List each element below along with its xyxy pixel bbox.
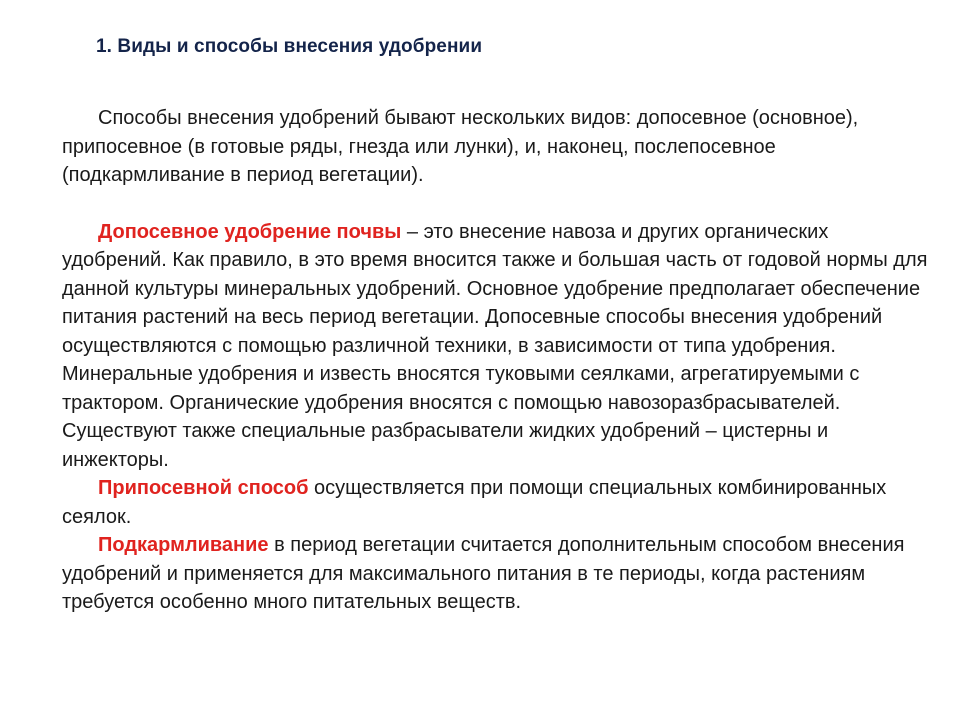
topdress-term: Подкармливание bbox=[98, 534, 269, 556]
atseed-term: Припосевной способ bbox=[98, 477, 309, 499]
preseed-text: – это внесение навоза и других органических удобрений. Как правило, в это время вносится также и большая часть от годовой нормы для данной культуры минеральных удобрений. Основное удобрение предполагает обеспечение питания растений на весь период вегетации. Допосевные способы внесения удобрений осуществляются с помощью различной техники, в зависимости от типа удобрения. Минеральные удобрения и известь вносятся туковыми сеялками, агрегатируемыми с трактором. Органические удобрения вносятся с помощью навозоразбрасывателей. Существуют также специальные разбрасыватели жидких удобрений – цистерны и инжекторы. bbox=[62, 220, 928, 471]
topdress-text: в период вегетации считается дополнительным способом внесения удобрений и применяется для максимального питания в те периоды, когда растениям требуется особенно много питательных веществ. bbox=[62, 534, 905, 613]
atseed-text: осуществляется при помощи специальных комбинированных сеялок. bbox=[62, 477, 887, 528]
preseed-term: Допосевное удобрение почвы bbox=[98, 220, 402, 243]
paragraph-gap bbox=[62, 190, 928, 218]
topdress-paragraph bbox=[62, 531, 928, 617]
slide-body bbox=[62, 104, 928, 617]
preseed-paragraph bbox=[62, 218, 928, 475]
slide-title: 1. Виды и способы внесения удобрении bbox=[96, 36, 483, 57]
intro-paragraph: Способы внесения удобрений бывают нескольких видов: допосевное (основное), припосевное (в готовые ряды, гнезда или лунки), и, наконец, послепосевное (подкармливание в период вегетации). bbox=[62, 107, 859, 186]
atseed-paragraph bbox=[62, 474, 928, 531]
